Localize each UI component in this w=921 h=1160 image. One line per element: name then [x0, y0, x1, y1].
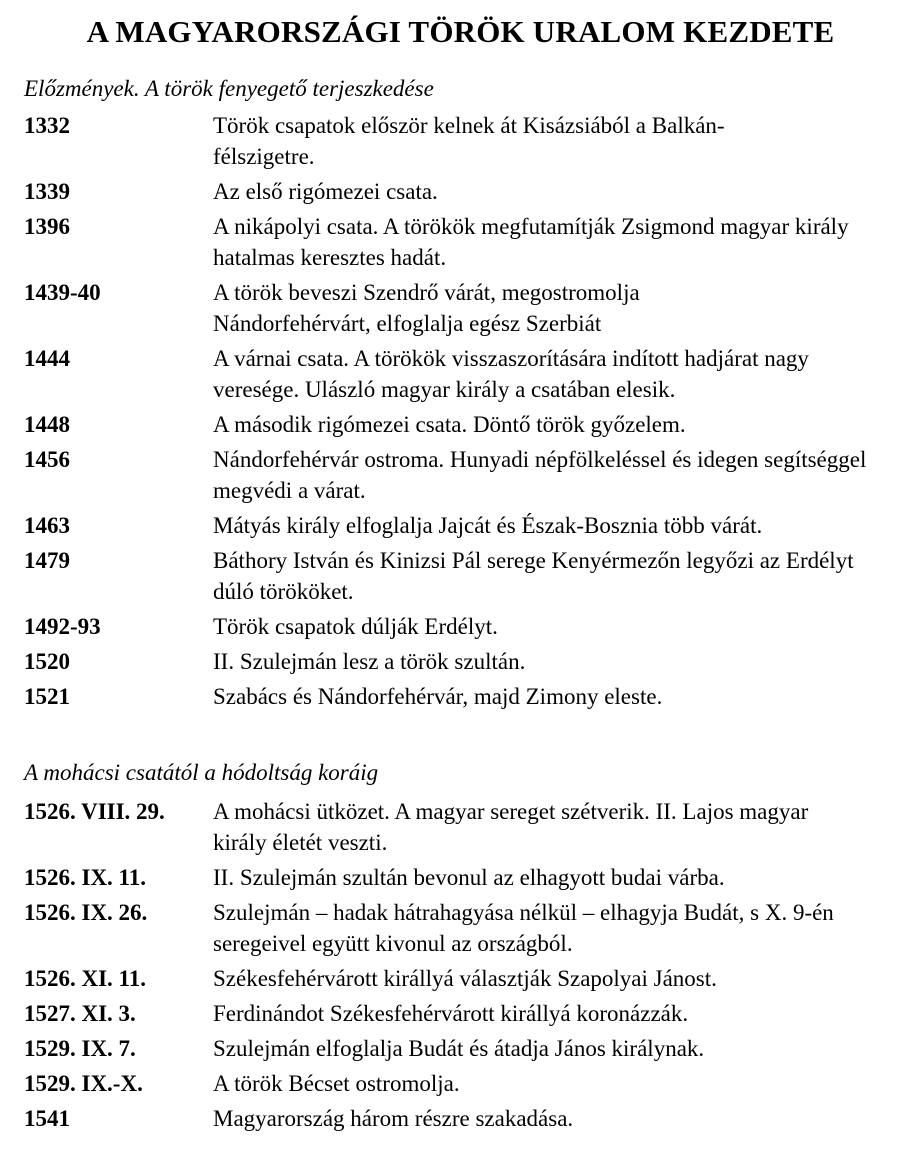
- timeline-row: [0, 176, 921, 207]
- timeline-row: [0, 343, 921, 405]
- timeline-row: [0, 611, 921, 642]
- event-date: 1396: [24, 214, 70, 239]
- event-date: 1541: [24, 1106, 70, 1131]
- section-heading: A mohácsi csatától a hódoltság koráig: [24, 760, 379, 785]
- event-text: Magyarország három részre szakadása.: [213, 1106, 574, 1131]
- section-precedents: [0, 74, 921, 716]
- event-date: 1526. VIII. 29.: [24, 799, 165, 824]
- timeline-row: [0, 277, 921, 339]
- event-date: 1332: [24, 113, 70, 138]
- event-text: A várnai csata. A törökök visszaszorítására indított hadjárat nagy veresége. Ulászló magyar király a csatában elesik.: [213, 346, 809, 402]
- timeline-row: [0, 444, 921, 506]
- timeline-list: [0, 796, 921, 1134]
- event-text: Szulejmán elfoglalja Budát és átadja János királynak.: [213, 1036, 705, 1061]
- event-date: 1492-93: [24, 614, 101, 639]
- event-text: Szulejmán – hadak hátrahagyása nélkül – elhagyja Budát, s X. 9-én seregeivel együtt kivonul az országból.: [213, 900, 834, 956]
- timeline-row: [0, 998, 921, 1029]
- timeline-row: [0, 110, 921, 172]
- event-text: Báthory István és Kinizsi Pál serege Kenyérmezőn legyőzi az Erdélyt dúló törököket.: [213, 548, 854, 604]
- event-date: 1444: [24, 346, 70, 371]
- event-text: A mohácsi ütközet. A magyar sereget szétverik. II. Lajos magyar király életét veszti.: [213, 799, 809, 855]
- timeline-row: [0, 646, 921, 677]
- event-text: Nándorfehérvár ostroma. Hunyadi népfölkeléssel és idegen segítséggel megvédi a várat.: [213, 447, 867, 503]
- event-date: 1526. IX. 11.: [24, 865, 147, 890]
- timeline-row: [0, 545, 921, 607]
- event-text: Török csapatok először kelnek át Kisázsiából a Balkán-félszigetre.: [213, 113, 725, 169]
- event-text: A nikápolyi csata. A törökök megfutamítják Zsigmond magyar király hatalmas keresztes hadát.: [213, 214, 849, 270]
- timeline-row: [0, 1068, 921, 1099]
- event-date: 1526. IX. 26.: [24, 900, 148, 925]
- event-text: A török beveszi Szendrő várát, megostromolja Nándorfehérvárt, elfoglalja egész Szerbiát: [213, 280, 640, 336]
- event-text: Székesfehérvárott királlyá választják Szapolyai Jánost.: [213, 966, 717, 991]
- event-text: Mátyás király elfoglalja Jajcát és Észak-Bosznia több várát.: [213, 513, 763, 538]
- event-text: A török Bécset ostromolja.: [213, 1071, 460, 1096]
- timeline-row: [0, 409, 921, 440]
- event-date: 1463: [24, 513, 70, 538]
- event-text: Az első rigómezei csata.: [213, 179, 438, 204]
- section-heading: Előzmények. A török fenyegető terjeszkedése: [24, 76, 434, 101]
- event-date: 1529. IX.-X.: [24, 1071, 143, 1096]
- event-text: II. Szulejmán szultán bevonul az elhagyott budai várba.: [213, 865, 725, 890]
- page-title: A MAGYARORSZÁGI TÖRÖK URALOM KEZDETE: [86, 14, 835, 49]
- timeline-list: [0, 110, 921, 712]
- timeline-row: [0, 796, 921, 858]
- event-text: Ferdinándot Székesfehérvárott királlyá koronázzák.: [213, 1001, 689, 1026]
- event-text: A második rigómezei csata. Döntő török győzelem.: [213, 412, 686, 437]
- event-date: 1448: [24, 412, 70, 437]
- event-text: Szabács és Nándorfehérvár, majd Zimony eleste.: [213, 684, 663, 709]
- event-date: 1339: [24, 179, 70, 204]
- event-date: 1439-40: [24, 280, 101, 305]
- timeline-row: [0, 1103, 921, 1134]
- event-date: 1521: [24, 684, 70, 709]
- timeline-row: [0, 862, 921, 893]
- event-date: 1526. XI. 11.: [24, 966, 147, 991]
- timeline-row: [0, 897, 921, 959]
- event-date: 1520: [24, 649, 70, 674]
- event-date: 1479: [24, 548, 70, 573]
- event-date: 1527. XI. 3.: [24, 1001, 136, 1026]
- event-text: Török csapatok dúlják Erdélyt.: [213, 614, 498, 639]
- section-mohacs: [0, 758, 921, 1138]
- timeline-row: [0, 963, 921, 994]
- event-text: II. Szulejmán lesz a török szultán.: [213, 649, 526, 674]
- timeline-row: [0, 681, 921, 712]
- event-date: 1456: [24, 447, 70, 472]
- timeline-row: [0, 510, 921, 541]
- event-date: 1529. IX. 7.: [24, 1036, 136, 1061]
- timeline-row: [0, 1033, 921, 1064]
- timeline-row: [0, 211, 921, 273]
